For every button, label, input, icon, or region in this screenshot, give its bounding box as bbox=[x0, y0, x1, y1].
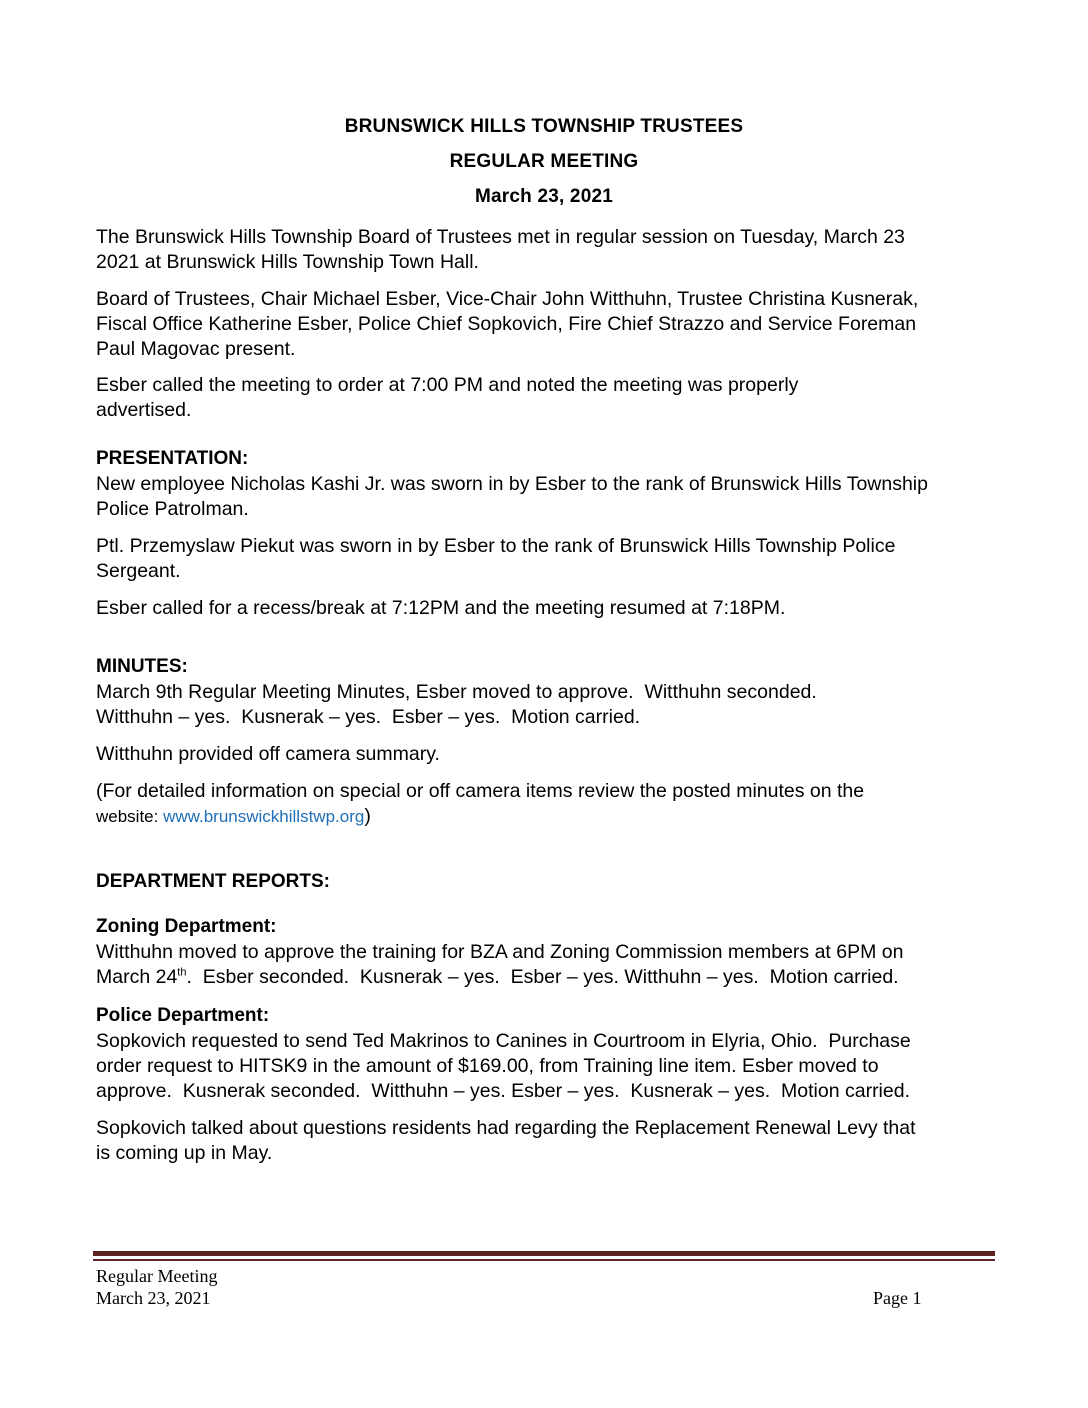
text-line: Witthuhn – yes. Kusnerak – yes. Esber – yes. Motion carried. bbox=[96, 706, 641, 728]
closing-paren: ) bbox=[364, 805, 371, 827]
meeting-type-heading: REGULAR MEETING bbox=[449, 151, 639, 172]
subheading-police-department: Police Department: bbox=[96, 1005, 270, 1026]
intro-paragraph-1 bbox=[96, 225, 1016, 275]
ordinal-suffix: th bbox=[177, 966, 187, 979]
presentation-paragraph-1 bbox=[96, 472, 1016, 522]
text-span: March 24 bbox=[96, 966, 178, 988]
website-link[interactable]: www.brunswickhillstwp.org bbox=[163, 807, 365, 826]
police-paragraph-2 bbox=[96, 1116, 1016, 1166]
footer-rule-thin bbox=[93, 1259, 995, 1261]
text-line: Sergeant. bbox=[96, 560, 181, 582]
police-paragraph-1 bbox=[96, 1029, 1016, 1104]
text-line bbox=[96, 965, 899, 990]
footer-rule-thick bbox=[93, 1251, 995, 1256]
text-line: order request to HITSK9 in the amount of $169.00, from Training line item. Esber moved to bbox=[96, 1055, 879, 1077]
section-heading-presentation: PRESENTATION: bbox=[96, 448, 249, 469]
text-line: (For detailed information on special or off camera items review the posted minutes on the bbox=[96, 780, 865, 802]
meeting-date-heading: March 23, 2021 bbox=[475, 186, 613, 207]
minutes-paragraph-1 bbox=[96, 680, 1016, 730]
text-line: Sopkovich talked about questions residents had regarding the Replacement Renewal Levy that bbox=[96, 1117, 916, 1139]
text-line bbox=[96, 804, 371, 829]
zoning-paragraph bbox=[96, 940, 1016, 990]
document-title: BRUNSWICK HILLS TOWNSHIP TRUSTEES bbox=[344, 116, 744, 137]
presentation-paragraph-2 bbox=[96, 534, 1016, 584]
text-line: is coming up in May. bbox=[96, 1142, 273, 1164]
attendance-paragraph bbox=[96, 287, 1016, 362]
text-line: New employee Nicholas Kashi Jr. was sworn in by Esber to the rank of Brunswick Hills Township bbox=[96, 473, 928, 495]
website-label: website: bbox=[96, 807, 164, 826]
section-heading-minutes: MINUTES: bbox=[96, 656, 188, 677]
text-line: advertised. bbox=[96, 399, 192, 421]
footer-title: Regular Meeting bbox=[96, 1266, 218, 1286]
subheading-zoning-department: Zoning Department: bbox=[96, 916, 277, 937]
text-line: The Brunswick Hills Township Board of Trustees met in regular session on Tuesday, March 23 bbox=[96, 226, 905, 248]
text-span: . Esber seconded. Kusnerak – yes. Esber – yes. Witthuhn – yes. Motion carried. bbox=[186, 966, 899, 988]
section-heading-department-reports: DEPARTMENT REPORTS: bbox=[96, 871, 330, 892]
text-line: Esber called the meeting to order at 7:00 PM and noted the meeting was properly bbox=[96, 374, 799, 396]
text-line: Board of Trustees, Chair Michael Esber, Vice-Chair John Witthuhn, Trustee Christina Kusnerak, bbox=[96, 288, 919, 310]
text-line: Witthuhn moved to approve the training for BZA and Zoning Commission members at 6PM on bbox=[96, 941, 904, 963]
minutes-paragraph-2: Witthuhn provided off camera summary. bbox=[96, 743, 440, 765]
footer-page-number: Page 1 bbox=[873, 1288, 922, 1308]
text-line: 2021 at Brunswick Hills Township Town Hall. bbox=[96, 251, 479, 273]
minutes-paragraph-3 bbox=[96, 779, 1016, 829]
recess-paragraph: Esber called for a recess/break at 7:12PM and the meeting resumed at 7:18PM. bbox=[96, 597, 786, 619]
text-line: Sopkovich requested to send Ted Makrinos to Canines in Courtroom in Elyria, Ohio. Purchase bbox=[96, 1030, 911, 1052]
text-line: Paul Magovac present. bbox=[96, 338, 296, 360]
footer-date: March 23, 2021 bbox=[96, 1288, 211, 1308]
text-line: Fiscal Office Katherine Esber, Police Chief Sopkovich, Fire Chief Strazzo and Service Foreman bbox=[96, 313, 917, 335]
text-line: Ptl. Przemyslaw Piekut was sworn in by Esber to the rank of Brunswick Hills Township Police bbox=[96, 535, 896, 557]
text-line: March 9th Regular Meeting Minutes, Esber moved to approve. Witthuhn seconded. bbox=[96, 681, 817, 703]
text-line: approve. Kusnerak seconded. Witthuhn – yes. Esber – yes. Kusnerak – yes. Motion carried. bbox=[96, 1080, 911, 1102]
text-line: Police Patrolman. bbox=[96, 498, 249, 520]
call-to-order-paragraph bbox=[96, 373, 1016, 423]
